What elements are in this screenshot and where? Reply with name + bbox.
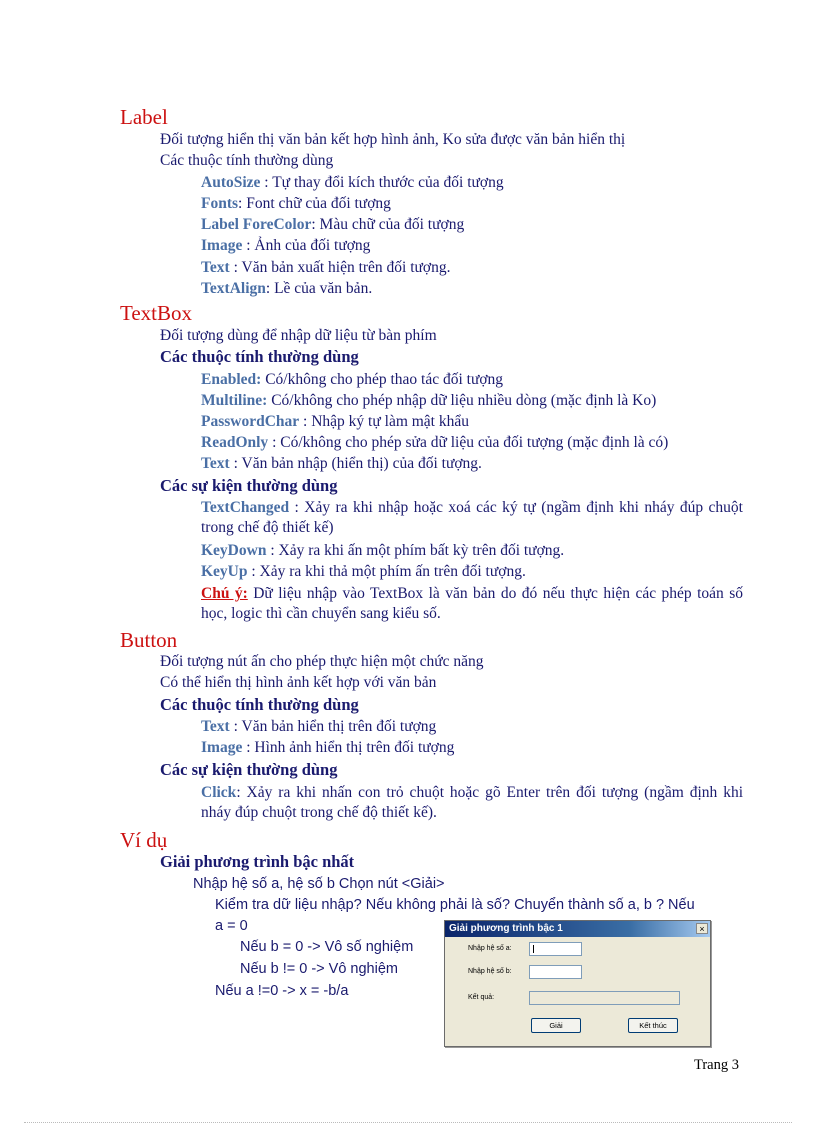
prop-desc: : Hình ảnh hiển thị trên đối tượng [242,739,455,756]
button-props-title: Các thuộc tính thường dùng [160,695,359,714]
heading-button: Button [120,628,178,652]
prop-name: Image [201,739,243,756]
textbox-description: Đối tượng dùng để nhập dữ liệu từ bàn phím [160,327,437,344]
label-prop-row [201,215,464,235]
solve-button[interactable] [531,1018,581,1033]
button-description-2: Có thể hiển thị hình ảnh kết hợp với văn bản [160,674,437,691]
example-case-1: Nếu b = 0 -> Vô số nghiệm [240,939,414,955]
prop-name: Text [201,718,230,735]
label-prop-row [201,173,504,193]
prop-desc: : Văn bản xuất hiện trên đối tượng. [229,259,451,276]
label-prop-row [201,279,372,299]
example-case-2: Nếu b != 0 -> Vô nghiệm [240,961,398,977]
label-prop-row [201,194,391,214]
prop-desc: : Font chữ của đối tượng [238,195,391,212]
solve-button-label: Giải [549,1021,563,1030]
prop-name: ReadOnly [201,434,269,451]
example-step-2b: a = 0 [215,918,248,934]
event-name: Click [201,784,237,801]
coef-b-input[interactable] [529,965,582,979]
textbox-props-title: Các thuộc tính thường dùng [160,347,359,366]
prop-desc: : Có/không cho phép sửa dữ liệu của đối tượng (mặc định là có) [268,434,669,451]
label-description: Đối tượng hiển thị văn bản kết hợp hình ảnh, Ko sửa được văn bản hiển thị [160,131,626,148]
dialog-title: Giải phương trình bậc 1 [449,923,563,934]
textbox-prop-row [201,391,656,411]
prop-name: Text [201,259,230,276]
heading-textbox: TextBox [120,301,193,325]
event-name: KeyDown [201,542,267,559]
textbox-event-row [201,541,564,561]
coef-a-label: Nhập hệ số a: [468,945,512,952]
coef-b-label: Nhập hệ số b: [468,968,512,975]
textbox-event-row [201,498,743,538]
event-desc: : Xảy ra khi nhập hoặc xoá các ký tự (ngầm định khi nháy đúp chuột trong chế độ thiết kế) [201,499,743,536]
button-events-title: Các sự kiện thường dùng [160,760,338,779]
example-step-1: Nhập hệ số a, hệ số b Chọn nút <Giải> [193,876,445,892]
result-field [529,991,680,1005]
prop-name: Multiline: [201,392,268,409]
event-desc: : Xảy ra khi ấn một phím bất kỳ trên đối tượng. [266,542,565,559]
prop-desc: : Nhập ký tự làm mật khẩu [299,413,469,430]
prop-desc: : Ảnh của đối tượng [242,237,371,254]
label-prop-row [201,258,451,278]
prop-name: Fonts [201,195,239,212]
note-text: Dữ liệu nhập vào TextBox là văn bản do đó nếu thực hiện các phép toán số học, logic thì cần chuyển sang kiểu số. [201,585,743,622]
example-case-3: Nếu a !=0 -> x = -b/a [215,983,349,999]
textbox-note [201,584,743,624]
textbox-events-title: Các sự kiện thường dùng [160,476,338,495]
textbox-prop-row [201,454,482,474]
button-prop-row [201,738,454,758]
prop-desc: : Màu chữ của đối tượng [311,216,465,233]
prop-name: Label ForeColor [201,216,312,233]
prop-desc: Có/không cho phép thao tác đối tượng [261,371,504,388]
prop-desc: : Tự thay đổi kích thước của đối tượng [260,174,504,191]
close-icon[interactable]: × [696,923,708,934]
event-desc: : Xảy ra khi thả một phím ấn trên đối tượng. [247,563,526,580]
prop-name: Enabled: [201,371,262,388]
heading-example: Ví dụ [120,828,168,852]
prop-desc: : Văn bản nhập (hiển thị) của đối tượng. [229,455,482,472]
exit-button[interactable] [628,1018,678,1033]
button-description-1: Đối tượng nút ấn cho phép thực hiện một chức năng [160,653,484,670]
prop-desc: : Lề của văn bản. [265,280,373,297]
textbox-prop-row [201,370,503,390]
page-number: Trang 3 [694,1057,739,1073]
prop-name: Image [201,237,243,254]
textbox-prop-row [201,412,469,432]
prop-name: Text [201,455,230,472]
prop-name: TextAlign [201,280,266,297]
heading-label: Label [120,105,168,129]
prop-name: AutoSize [201,174,261,191]
result-label: Kết quả: [468,994,495,1001]
example-step-2a: Kiểm tra dữ liệu nhập? Nếu không phải là số? Chuyển thành số a, b ? Nếu [215,897,695,913]
label-props-title: Các thuộc tính thường dùng [160,152,334,169]
event-name: KeyUp [201,563,248,580]
solver-dialog [444,920,711,1047]
prop-desc: : Văn bản hiển thị trên đối tượng [229,718,437,735]
text-caret [533,945,534,953]
button-event-row [201,783,743,823]
button-prop-row [201,717,436,737]
prop-desc: Có/không cho phép nhập dữ liệu nhiều dòng (mặc định là Ko) [267,392,657,409]
event-name: TextChanged [201,499,290,516]
prop-name: PasswordChar [201,413,300,430]
label-prop-row [201,236,370,256]
exit-button-label: Kết thúc [639,1021,667,1030]
textbox-prop-row [201,433,668,453]
example-title: Giải phương trình bậc nhất [160,852,355,871]
note-label: Chú ý: [201,585,248,602]
event-desc: : Xảy ra khi nhấn con trỏ chuột hoặc gõ Enter trên đối tượng (ngầm định khi nháy đúp chuột trong chế độ thiết kế). [201,784,743,821]
textbox-event-row [201,562,526,582]
dialog-title-bar [445,921,710,937]
coef-a-input[interactable] [529,942,582,956]
